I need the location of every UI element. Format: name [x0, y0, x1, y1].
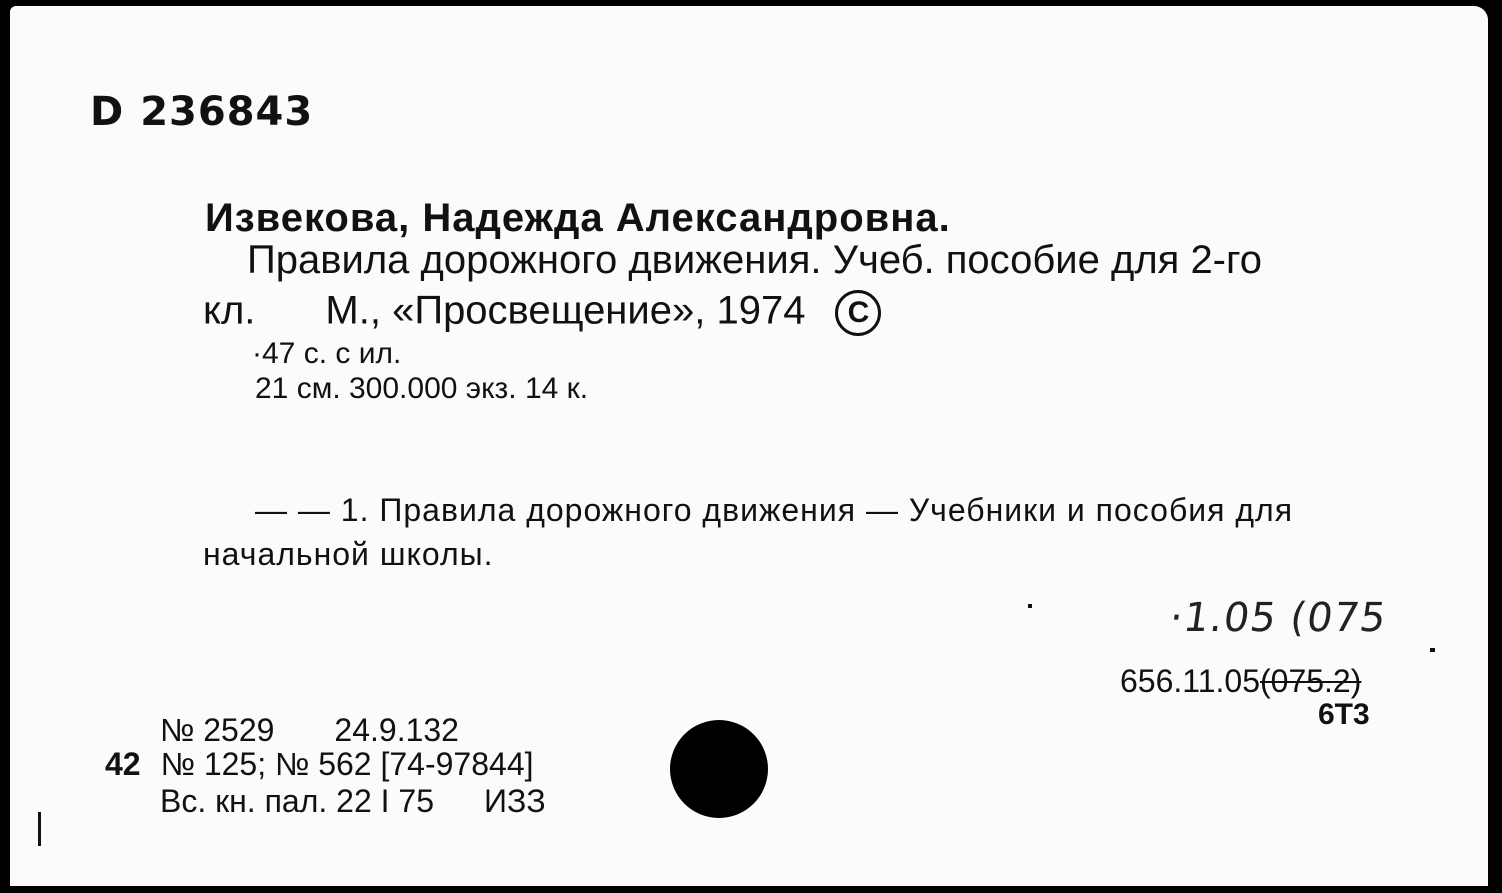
record-date: 24.9.132: [334, 712, 459, 748]
udc-code: [1120, 665, 1361, 697]
copyright-icon: C: [835, 290, 881, 336]
physical-description-1: ·47 с. с ил.: [252, 337, 402, 370]
bbk-code: 6Т3: [1318, 698, 1370, 731]
ink-blot: [670, 720, 768, 818]
record-line-2: [105, 748, 534, 780]
record-lead-number: 42: [105, 746, 141, 782]
record-chamber: Вс. кн. пал. 22 I 75: [160, 783, 435, 819]
physical-description-2: 21 см. 300.000 экз. 14 к.: [255, 372, 589, 405]
subject-heading-1: — — 1. Правила дорожного движения — Учебники и пособия для: [255, 492, 1294, 528]
handwritten-note: ·1.05 (075: [1166, 595, 1390, 641]
publisher-info: М., «Просвещение», 1974: [325, 288, 806, 333]
udc-main: 656.11.05: [1120, 663, 1260, 699]
author-name: Извекова, Надежда Александровна.: [205, 196, 951, 240]
catalog-number: 236843: [140, 89, 314, 135]
catalog-id: [90, 89, 314, 135]
record-numbers: № 125; № 562 [74-97844]: [160, 746, 534, 782]
title-line-1: Правила дорожного движения. Учеб. пособие для 2-го: [247, 238, 1262, 282]
title-line-2-class: кл.: [203, 288, 256, 333]
ink-speck: [1430, 648, 1435, 652]
record-line-3: [160, 785, 546, 817]
subject-heading-2: начальной школы.: [203, 536, 494, 572]
record-line-1: [160, 714, 459, 746]
record-number: № 2529: [160, 712, 275, 748]
udc-struck: (075.2): [1259, 663, 1362, 699]
record-code: ИЗЗ: [484, 783, 546, 819]
ink-speck: [1028, 604, 1032, 608]
title-line-2: [203, 290, 881, 336]
margin-mark: [38, 812, 41, 846]
catalog-prefix: D: [90, 89, 125, 135]
